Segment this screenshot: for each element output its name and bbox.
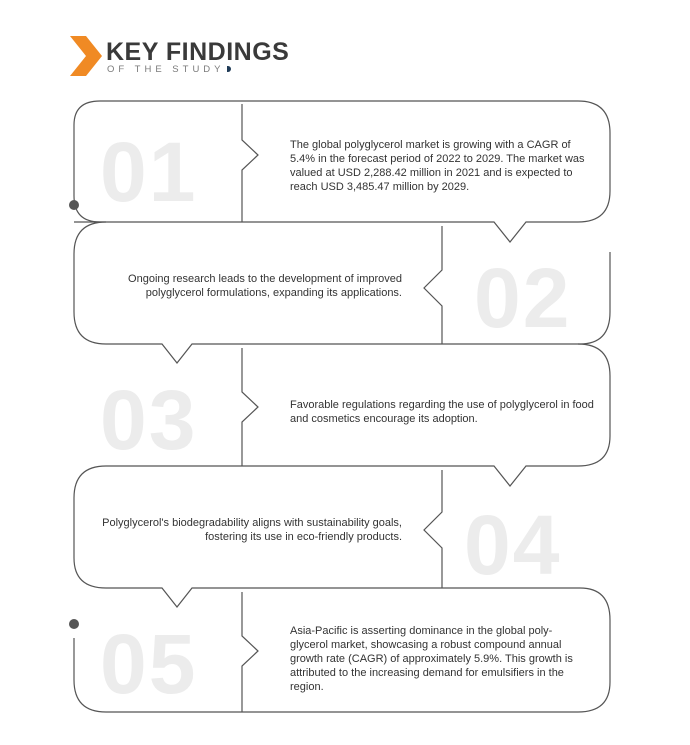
finding-text-03: Favorable regulations regarding the use of polyglycerol in food and cosmetics encourage its adoption. [290, 399, 594, 425]
page-title: KEY FINDINGS [106, 38, 290, 66]
finding-number-04: 04 [464, 498, 562, 592]
timeline-dot [69, 200, 79, 210]
finding-number-05: 05 [100, 617, 198, 711]
header [70, 36, 390, 80]
finding-text-04: Polyglycerol's biodegradability aligns with sustainability goals, fostering its use in eco-friendly products. [102, 517, 402, 543]
decorative-dot [227, 66, 231, 72]
page-subtitle: OF THE STUDY [107, 64, 231, 75]
finding-text-01: The global polyglycerol market is growing with a CAGR of 5.4% in the forecast period of 2022 to 2029. The market was valued at USD 2,288.42 million in 2021 and is expected to reach USD 3,485.47 million by 2029. [290, 139, 585, 193]
finding-number-02: 02 [474, 251, 572, 345]
chevron-right-icon [70, 36, 104, 76]
finding-number-03: 03 [100, 373, 198, 467]
finding-text-05: Asia-Pacific is asserting dominance in the global poly-glycerol market, showcasing a robust compound annual growth rate (CAGR) of approximately 5.9%. This growth is attributed to the increasing demand for emulsifiers in the region. [290, 625, 573, 693]
finding-number-01: 01 [100, 125, 198, 219]
timeline-dot [69, 619, 79, 629]
finding-text-02: Ongoing research leads to the development of improved polyglycerol formulations, expanding its applications. [128, 273, 402, 299]
